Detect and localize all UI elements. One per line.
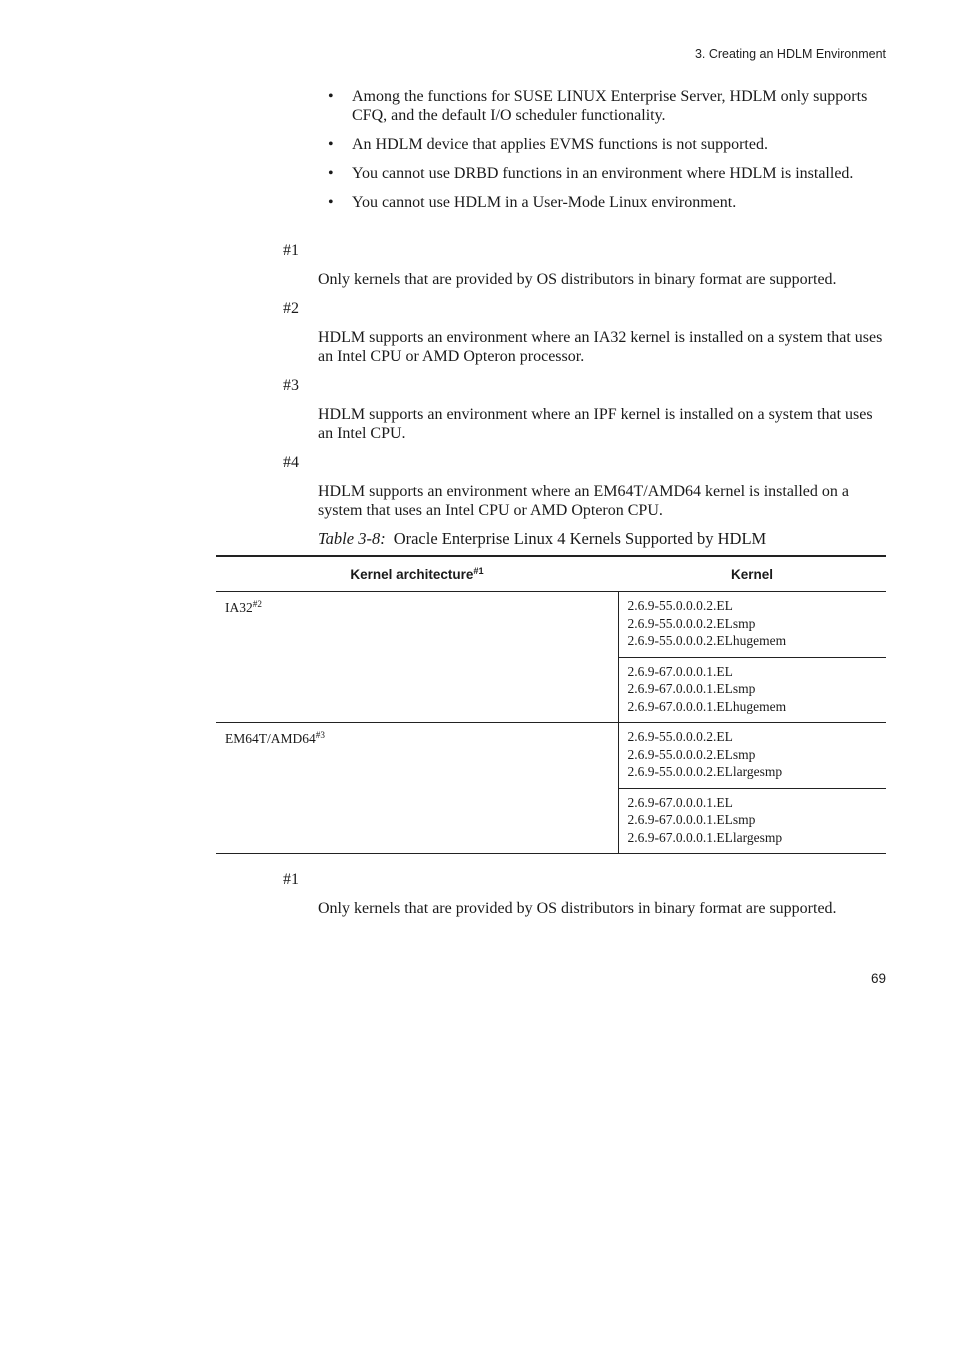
kernel-version: 2.6.9-55.0.0.0.2.ELsmp [627,615,756,631]
kernel-cell [618,788,886,854]
running-header: 3. Creating an HDLM Environment [694,47,886,61]
arch-footnote-ref: #3 [315,729,325,740]
bullet-item [328,193,888,212]
arch-cell [216,592,618,723]
note-label: #1 [283,242,299,259]
bullet-symbol: • [328,165,334,182]
header-kernel-architecture [216,556,618,592]
bullet-text: You cannot use DRBD functions in an environment where HDLM is installed. [352,165,854,182]
kernel-version: 2.6.9-67.0.0.0.1.EL [627,663,733,679]
page-number: 69 [870,971,886,986]
kernel-version: 2.6.9-67.0.0.0.1.ELlargesmp [627,829,783,845]
note-label: #2 [283,300,299,317]
arch-cell [216,723,618,854]
bullet-list [328,87,888,222]
bullet-symbol: • [328,88,334,105]
kernel-cell [618,657,886,723]
kernel-version: 2.6.9-55.0.0.0.2.EL [627,598,733,613]
bullet-item [328,135,888,154]
note-text: HDLM supports an environment where an IPF kernel is installed on a system that uses an Intel CPU. [318,406,873,442]
kernel-cell [618,723,886,789]
table-caption-number: Table 3-8: [318,529,386,548]
bullet-text: You cannot use HDLM in a User-Mode Linux environment. [352,194,737,211]
note-label: #4 [283,454,299,471]
kernel-version: 2.6.9-55.0.0.0.2.ELlargesmp [627,764,783,779]
table-header-row [216,556,886,592]
kernel-cell [618,592,886,658]
kernel-version: 2.6.9-67.0.0.0.1.ELhugemem [627,698,787,714]
kernel-table [216,555,886,854]
table-caption [318,529,766,549]
bullet-item [328,87,888,125]
kernel-version: 2.6.9-67.0.0.0.1.EL [627,794,733,810]
bullet-symbol: • [328,194,334,211]
kernel-version: 2.6.9-67.0.0.0.1.ELsmp [627,681,756,696]
table-note-text: Only kernels that are provided by OS distributors in binary format are supported. [318,900,837,917]
header-footnote-ref: #1 [473,565,484,576]
header-label: Kernel architecture [350,566,474,582]
note-text: HDLM supports an environment where an EM64T/AMD64 kernel is installed on a system that uses an Intel CPU or AMD Opteron CPU. [318,483,850,519]
table-note-label: #1 [283,871,299,888]
bullet-text: Among the functions for SUSE LINUX Enterprise Server, HDLM only supports CFQ, and the default I/O scheduler functionality. [352,88,868,124]
table-row [216,723,886,789]
kernel-version: 2.6.9-55.0.0.0.2.ELhugemem [627,633,787,648]
table-row [216,592,886,658]
bullet-item [328,164,888,183]
arch-label: IA32 [225,600,253,615]
table-caption-title: Oracle Enterprise Linux 4 Kernels Supported by HDLM [393,529,767,548]
kernel-version: 2.6.9-67.0.0.0.1.ELsmp [627,812,756,827]
arch-footnote-ref: #2 [252,598,262,609]
note-label: #3 [283,377,299,394]
note-text: HDLM supports an environment where an IA32 kernel is installed on a system that uses an Intel CPU or AMD Opteron processor. [318,329,883,365]
bullet-symbol: • [328,136,334,153]
arch-label: EM64T/AMD64 [225,731,316,746]
kernel-version: 2.6.9-55.0.0.0.2.EL [627,729,733,744]
note-text: Only kernels that are provided by OS distributors in binary format are supported. [318,271,837,288]
header-kernel: Kernel [618,556,886,592]
bullet-text: An HDLM device that applies EVMS functions is not supported. [352,136,768,153]
kernel-version: 2.6.9-55.0.0.0.2.ELsmp [627,746,756,762]
